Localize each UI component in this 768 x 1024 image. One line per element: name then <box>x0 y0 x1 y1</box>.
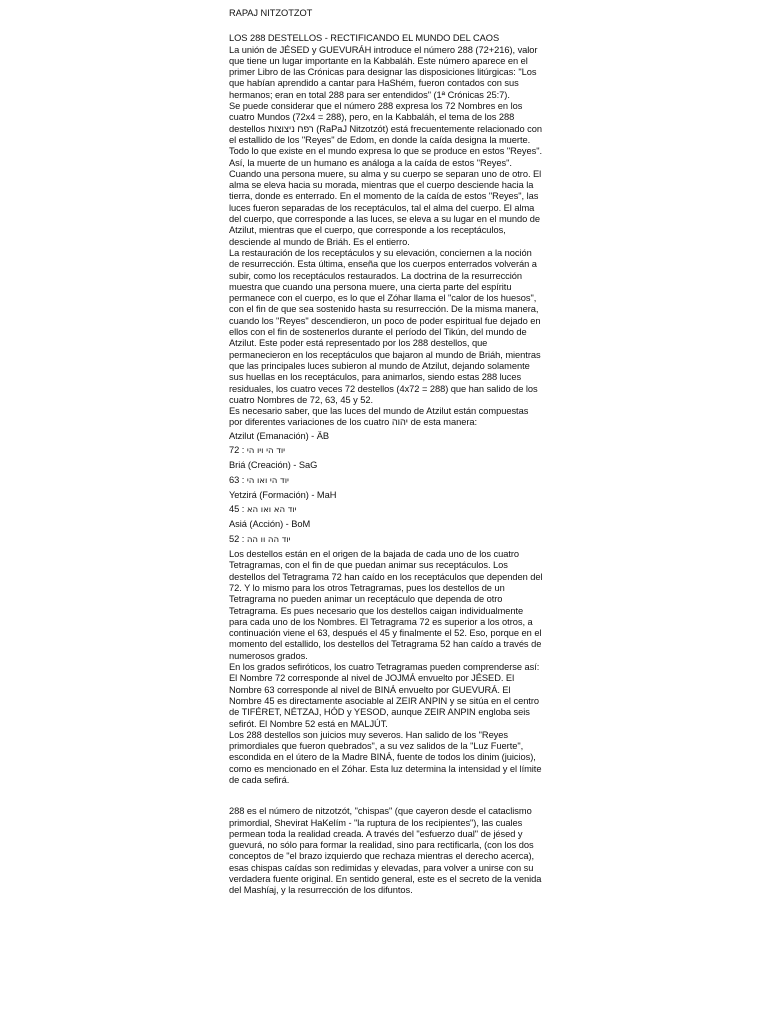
world-name-yetzira: 45 : יוד הא ואו הא <box>229 504 297 516</box>
world-label-yetzira: Yetzirá (Formación) - MaH <box>229 489 337 500</box>
paragraph-5: Los destellos están en el origen de la bajada de cada uno de los cuatro Tetragramas, con el fin de que puedan animar sus receptáculos. Los destellos del Tetragrama 72 han caído en los receptáculos que dependen del 72. Y lo mismo para los otros Tetragramas, pues los destellos de un Tetragrama no pueden animar un receptáculo que dependa de otro Tetragrama. Es pues necesario que los destellos caigan individualmente para cada uno de los Nombres. El Tetragrama 72 es superior a los otros, a continuación viene el 63, después el 45 y finalmente el 52. Eso, porque en el momento del estallido, los destellos del Tetragrama 52 han caído a través de numerosos grados. <box>229 549 543 661</box>
blank-gap <box>229 786 544 806</box>
world-name-asia: 52 : יוד הה וו הה <box>229 533 291 545</box>
world-label-asia: Asiá (Acción) - BoM <box>229 519 311 530</box>
paragraph-7: Los 288 destellos son juicios muy severos. Han salido de los "Reyes primordiales que fueron quebrados", a su vez salidos de la "Luz Fuerte", escondida en el útero de la Madre BINÁ, fuente de todos los dinim (juicios), como es mencionado en el Zóhar. Esta luz determina la intensidad y el límite de cada sefirá. <box>229 729 542 785</box>
paragraph-8: 288 es el número de nitzotzót, "chispas" (que cayeron desde el cataclismo primordial, Shevirat HaKelím - "la ruptura de los recipientes"), las cuales permean toda la realidad creada. A través del "esfuerzo dual" de jésed y guevurá, no sólo para formar la realidad, sino para rectificarla, (con los dos conceptos de "el brazo izquierdo que rechaza mientras el derecho acerca), esas chispas caídas son redimidas y elevadas, para volver a unirse con su verdadera fuente original. En sentido general, este es el secreto de la venida del Mashíaj, y la resurrección de los difuntos. <box>229 806 542 896</box>
world-name-bria: 63 : יוד הי ואו הי <box>229 474 289 486</box>
hebrew-name: יוד הא ואו הא <box>246 505 297 516</box>
paragraph-4: Es necesario saber, que las luces del mundo de Atzilut están compuestas por diferentes variaciones de los cuatro יהוה de esta manera: <box>229 406 529 428</box>
paragraph-6: En los grados sefiróticos, los cuatro Tetragramas pueden comprenderse así: El Nombre 72 corresponde al nivel de JOJMÁ envuelto por JÉSED. El Nombre 63 corresponde al nivel de BINÁ envuelto por GUEVURÁ. El Nombre 45 es directamente asociable al ZEIR ANPIN y se sitúa en el centro de TIFÉRET, NÉTZAJ, HÓD y YESOD, aunque ZEIR ANPIN engloba seis sefirót. El Nombre 52 está en MALJÚT. <box>229 662 540 729</box>
paragraph-2: Se puede considerar que el número 288 expresa los 72 Nombres en los cuatro Mundos (72x4 = 288), pero, en la Kabbaláh, el tema de los 288 destellos רפח ניצוצות (RaPaJ Nitzotzót) está frecuentemente relacionado con el estallido de los "Reyes" de Edom, en donde la caída designa la muerte. Todo lo que existe en el mundo expresa lo que se produce en estos "Reyes". Así, la muerte de un humano es análoga a la caída de estos "Reyes". Cuando una persona muere, su alma y su cuerpo se separan uno de otro. El alma se eleva hacia su morada, mientras que el cuerpo desciende hacia la tierra, donde es enterrado. En el momento de la caída de estos "Reyes", las luces fueron separadas de los receptáculos, tal el alma del cuerpo. El alma del cuerpo, que corresponde a las luces, se eleva a su lugar en el mundo de Atzilut, mientras que el cuerpo, que corresponde a los receptáculos, desciende al mundo de Briáh. Es el entierro. <box>229 101 543 247</box>
paragraph-3: La restauración de los receptáculos y su elevación, conciernen a la noción de resurrección. Esta última, enseña que los cuerpos enterrados volverán a subir, como los receptáculos restaurados. La doctrina de la resurrección muestra que cuando una persona muere, una cierta parte del espíritu permanece con el cuerpo, es lo que el Zóhar llama el "calor de los huesos", con el fin de que sea sostenido hasta su resurrección. De la misma manera, cuando los "Reyes" descendieron, un poco de poder espiritual fue dejado en ellos con el fin de sostenerlos durante el período del Tikún, del mundo de Atzilut. Este poder está representado por los 288 destellos, que permanecieron en los receptáculos que bajaron al mundo de Briáh, mientras que las principales luces subieron al mundo de Atzilut, dejando solamente sus huellas en los receptáculos, para animarlos, siendo estas 288 luces residuales, los cuatro veces 72 destellos (4x72 = 288) que han salido de los cuatro Nombres de 72, 63, 45 y 52. <box>229 247 541 405</box>
world-name-atzilut: 72 : יוד הי ויו הי <box>229 444 286 456</box>
hebrew-name: יוד הי ויו הי <box>246 445 286 456</box>
section-title: LOS 288 DESTELLOS - RECTIFICANDO EL MUNDO DEL CAOS <box>229 33 500 44</box>
world-label-atzilut: Atzilut (Emanación) - ÄB <box>229 430 330 441</box>
hebrew-name: יוד הי ואו הי <box>246 475 289 486</box>
world-number: 63 <box>229 474 240 485</box>
world-label-bria: Briá (Creación) - SaG <box>229 460 318 471</box>
world-number: 45 <box>229 504 240 515</box>
document-header: RAPAJ NITZOTZOT <box>229 8 313 18</box>
world-number: 52 <box>229 533 240 544</box>
paragraph-1: La unión de JÉSED y GUEVURÁH introduce el número 288 (72+216), valor que tiene un lugar importante en la Kabbaláh. Este número aparece en el primer Libro de las Crónicas para designar las disposiciones litúrgicas: "Los que habían aprendido a cantar para HaShém, fueron contados con sus hermanos; eran en total 288 para ser entendidos" (1ª Crónicas 25:7). <box>229 44 538 100</box>
document-page <box>229 8 544 897</box>
hebrew-name: יוד הה וו הה <box>246 534 291 545</box>
world-number: 72 <box>229 444 240 455</box>
